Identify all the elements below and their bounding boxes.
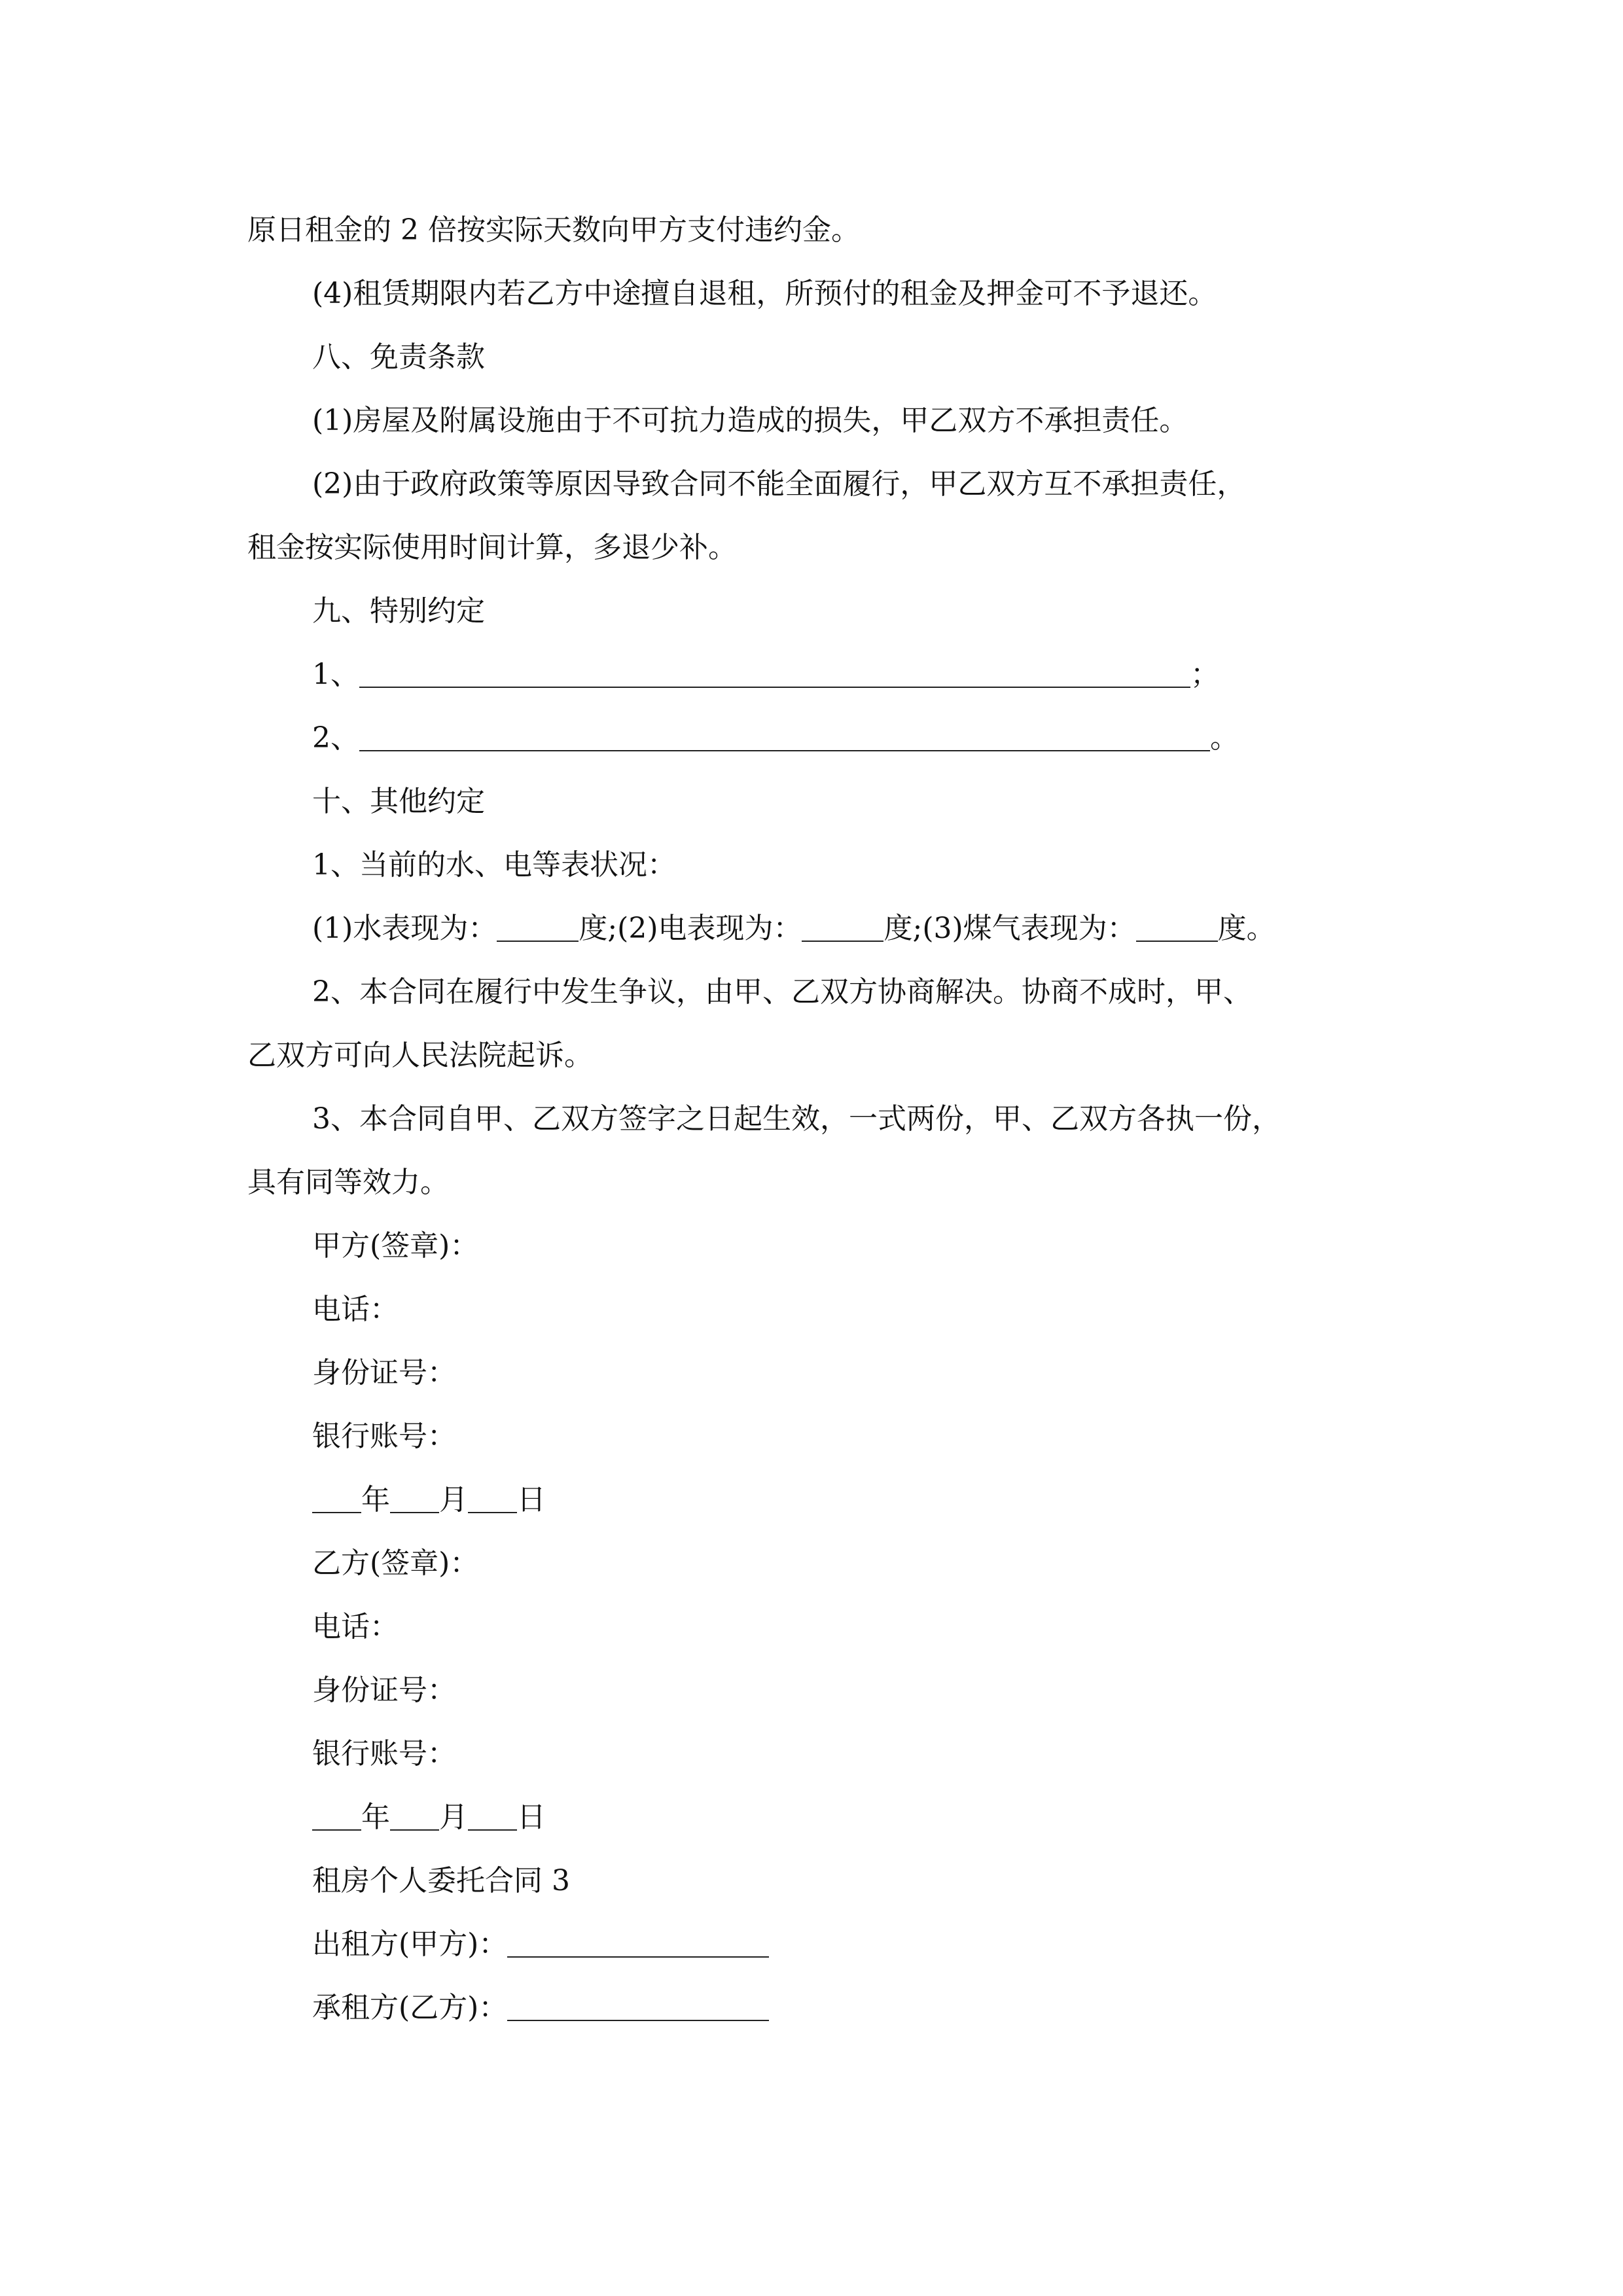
gas-meter-label: (3)煤气表现为： [922,912,1136,945]
unit-text: 度; [883,912,923,945]
section-heading: 十、其他约定 [312,785,485,818]
blank-line [468,1803,517,1831]
phone-label: 电话： [312,1610,399,1643]
year-label: 年 [361,1483,390,1516]
paragraph-line: 具有同等效力。 [247,1166,449,1199]
blank-line [507,1994,769,2021]
blank-line [497,914,579,942]
unit-text: 度。 [1217,912,1275,945]
blank-line [507,1930,769,1958]
section-heading: 九、特别约定 [312,594,485,628]
paragraph-line: (2)由于政府政策等原因导致合同不能全面履行，甲乙双方互不承担责任， [312,467,1246,501]
unit-text: 度; [579,912,618,945]
paragraph-line: (4)租赁期限内若乙方中途擅自退租，所预付的租金及押金可不予退还。 [312,277,1217,310]
blank-line [359,660,1190,688]
day-label: 日 [517,1801,546,1834]
paragraph-line: 乙双方可向人民法院起诉。 [247,1039,593,1072]
special-item-2 [0,719,1623,758]
id-number-label: 身份证号： [312,1356,456,1390]
bank-account-label: 银行账号： [312,1737,456,1770]
blank-line [359,724,1210,751]
blank-line [1136,914,1218,942]
bank-account-label: 银行账号： [312,1420,456,1453]
day-label: 日 [517,1483,546,1516]
paragraph-line: (1)房屋及附属设施由于不可抗力造成的损失，甲乙双方不承担责任。 [312,404,1188,437]
party-a-signature-label: 甲方(签章)： [312,1229,479,1263]
water-meter-label: (1)水表现为： [312,912,497,945]
blank-line [312,1486,361,1513]
paragraph-line: 1、当前的水、电等表状况： [312,848,676,882]
lessor-line [0,1925,1623,1964]
lessee-label: 承租方(乙方)： [312,1991,508,2024]
month-label: 月 [439,1801,468,1834]
paragraph-line: 租金按实际使用时间计算，多退少补。 [247,531,737,564]
item-punctuation: ； [1190,658,1219,691]
date-line [0,1798,1623,1837]
section-heading: 八、免责条款 [312,340,485,374]
phone-label: 电话： [312,1293,399,1326]
blank-line [390,1486,439,1513]
blank-line [390,1803,439,1831]
lessor-label: 出租方(甲方)： [312,1928,508,1961]
item-punctuation: 。 [1210,721,1239,755]
month-label: 月 [439,1483,468,1516]
id-number-label: 身份证号： [312,1674,456,1707]
party-b-signature-label: 乙方(签章)： [312,1547,479,1580]
year-label: 年 [361,1801,390,1834]
paragraph-line: 原日租金的 2 倍按实际天数向甲方支付违约金。 [247,213,860,247]
meter-readings-line [0,909,1623,948]
lessee-line [0,1988,1623,2028]
paragraph-line: 3、本合同自甲、乙双方签字之日起生效，一式两份，甲、乙双方各执一份， [312,1102,1281,1136]
item-number: 1、 [312,658,359,691]
paragraph-line: 2、本合同在履行中发生争议，由甲、乙双方协商解决。协商不成时，甲、 [312,975,1252,1009]
item-number: 2、 [312,721,359,755]
blank-line [802,914,883,942]
blank-line [312,1803,361,1831]
blank-line [468,1486,517,1513]
contract-title: 租房个人委托合同 3 [312,1864,570,1897]
special-item-1 [0,655,1623,694]
electric-meter-label: (2)电表现为： [617,912,802,945]
date-line [0,1480,1623,1520]
